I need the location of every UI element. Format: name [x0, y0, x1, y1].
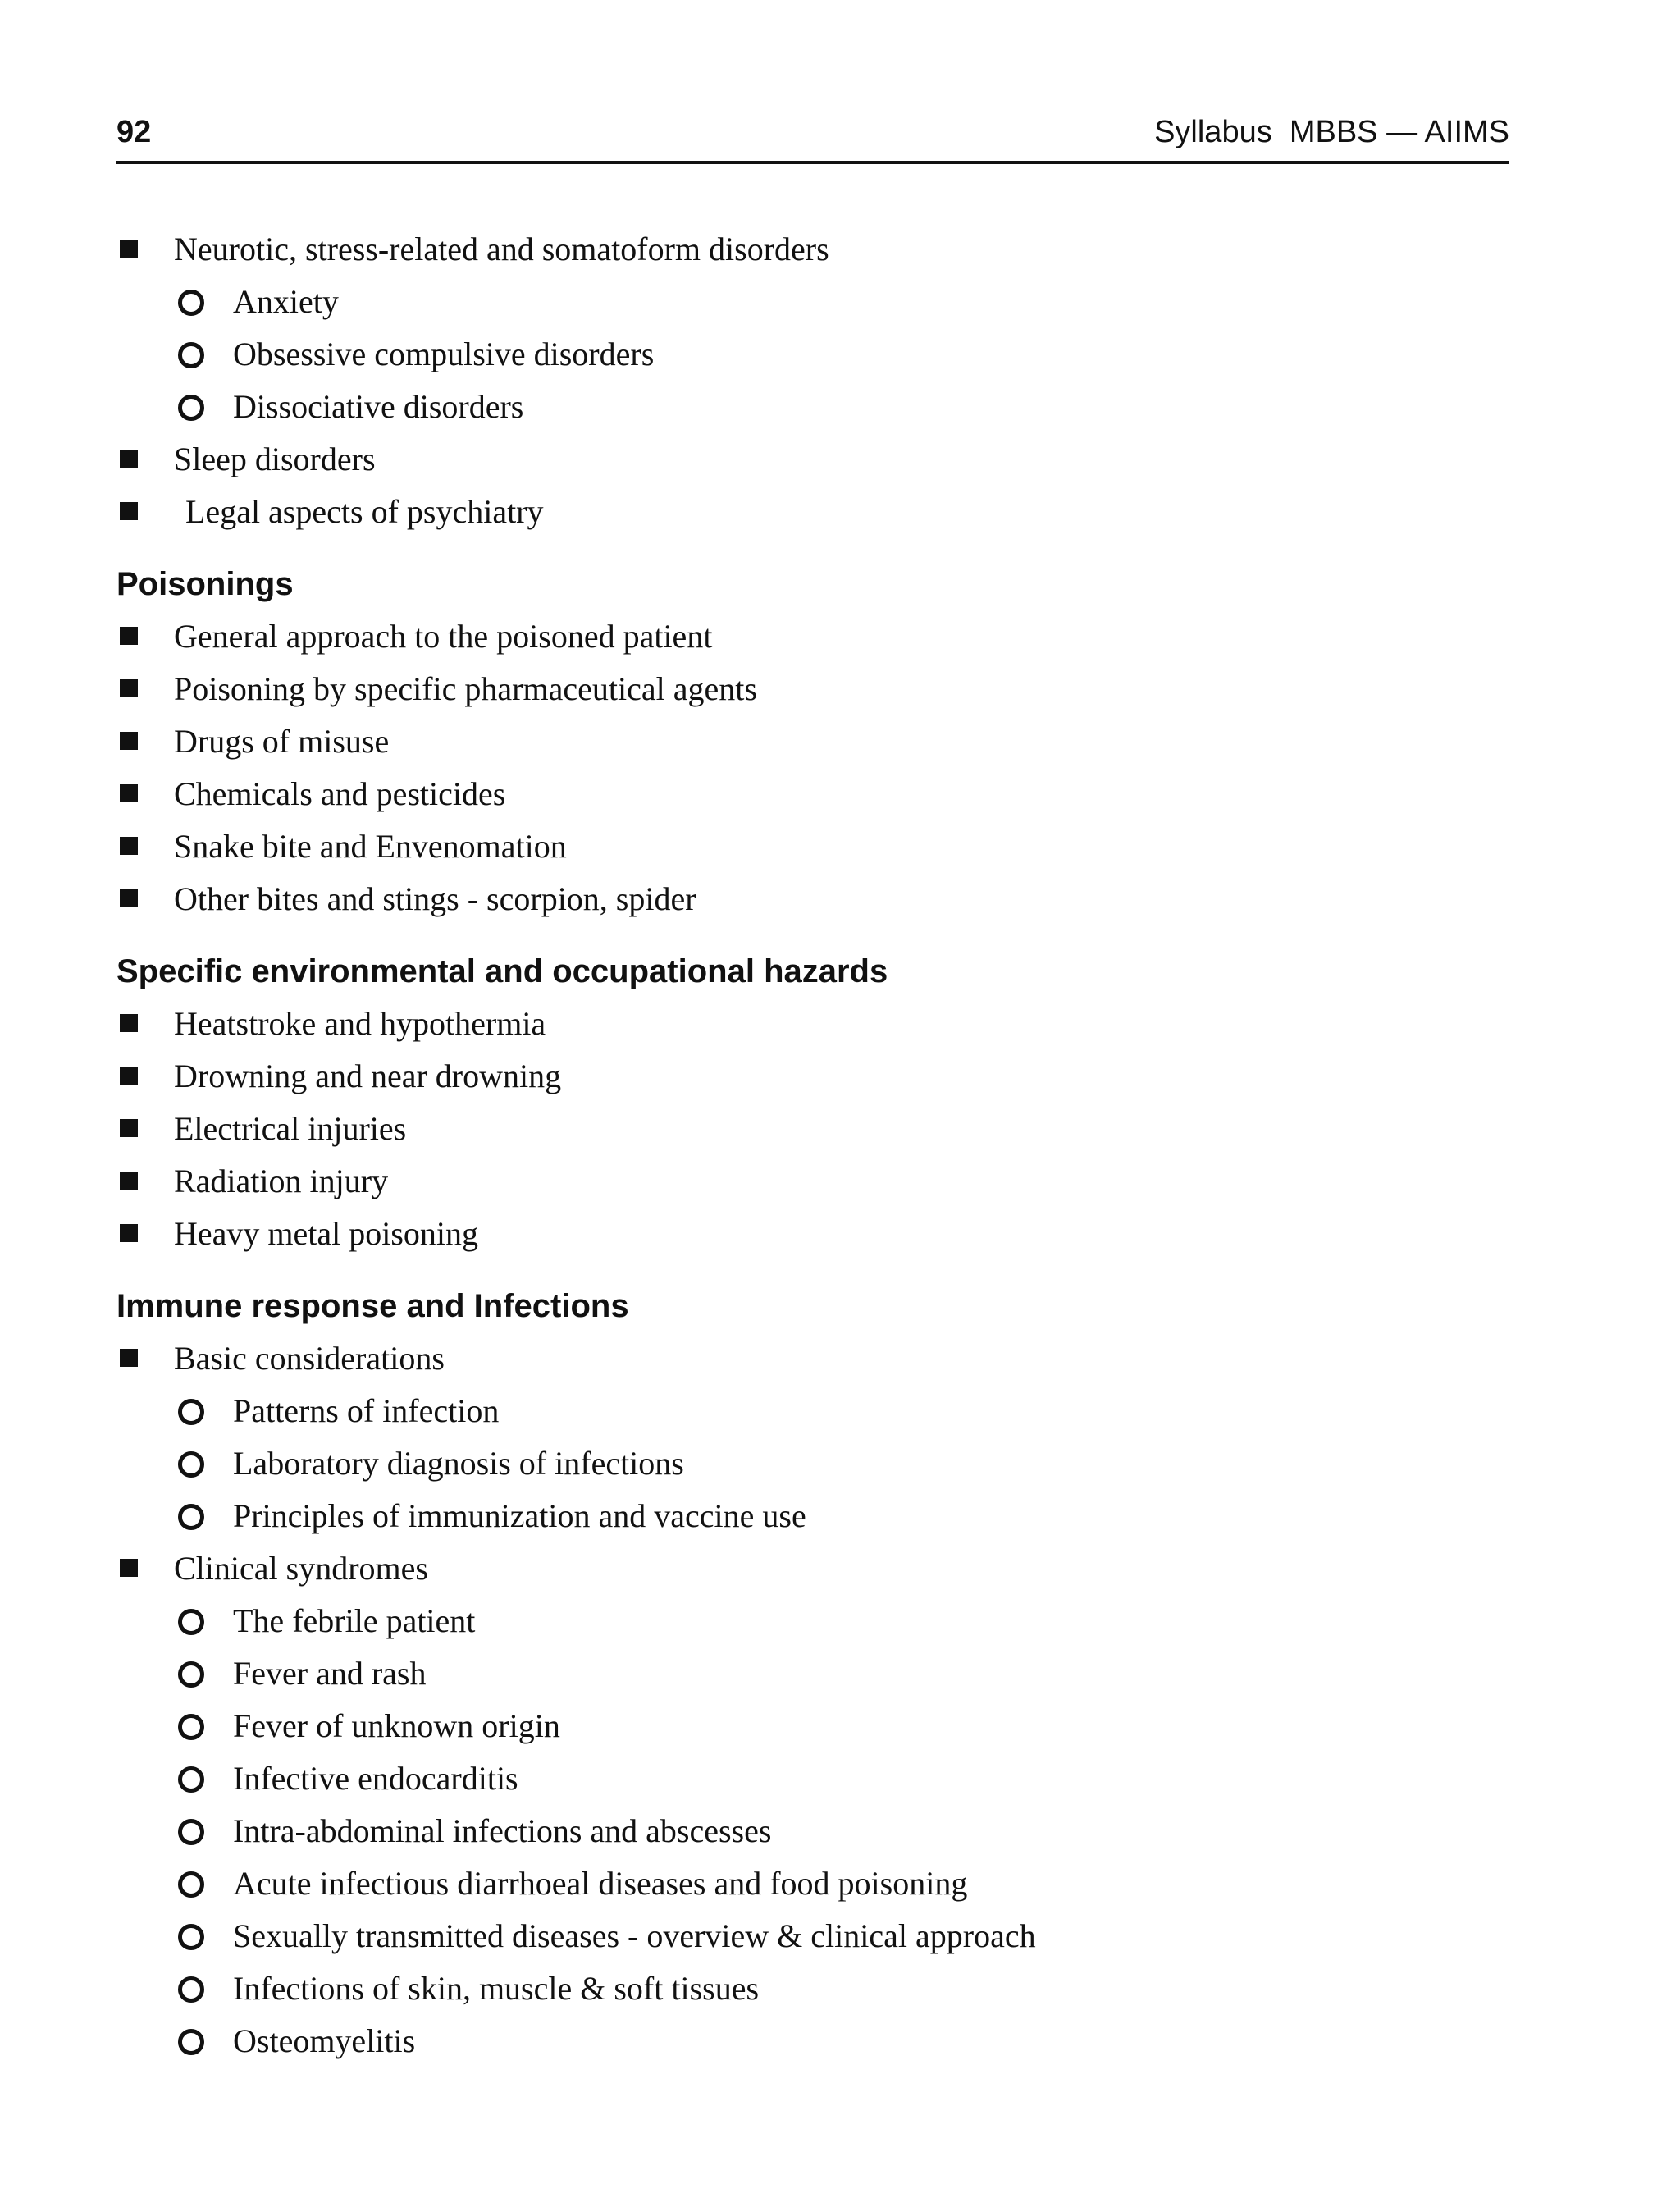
filled-square-bullet-icon — [120, 627, 138, 645]
list-item: Neurotic, stress-related and somatoform disorders — [116, 223, 1509, 276]
filled-square-bullet-icon — [120, 1119, 138, 1137]
filled-square-bullet-icon — [120, 240, 138, 258]
list-item: Electrical injuries — [116, 1103, 1509, 1155]
hollow-circle-bullet-icon — [178, 395, 204, 421]
list-item: Other bites and stings - scorpion, spider — [116, 873, 1509, 925]
list-item: Poisoning by specific pharmaceutical agents — [116, 663, 1509, 715]
list-item: Sleep disorders — [116, 433, 1509, 486]
list-item: General approach to the poisoned patient — [116, 610, 1509, 663]
list-item: Chemicals and pesticides — [116, 768, 1509, 820]
header-divider — [116, 161, 1509, 164]
hollow-circle-bullet-icon — [178, 290, 204, 316]
filled-square-bullet-icon — [120, 1224, 138, 1242]
sub-list-item: Fever and rash — [116, 1647, 1509, 1700]
syllabus-content — [116, 223, 1509, 2067]
section-heading-hazards: Specific environmental and occupational hazards — [116, 953, 888, 989]
list-item: Heatstroke and hypothermia — [116, 998, 1509, 1050]
list-item: Clinical syndromes — [116, 1542, 1509, 1595]
sub-list-item: The febrile patient — [116, 1595, 1509, 1647]
filled-square-bullet-icon — [120, 1559, 138, 1577]
filled-square-bullet-icon — [120, 679, 138, 697]
sub-list-item: Laboratory diagnosis of infections — [116, 1437, 1509, 1490]
hollow-circle-bullet-icon — [178, 342, 204, 368]
sub-list-item: Sexually transmitted diseases - overview & clinical approach — [116, 1910, 1509, 1962]
page-number: 92 — [116, 115, 152, 149]
hollow-circle-bullet-icon — [178, 1714, 204, 1740]
hollow-circle-bullet-icon — [178, 1871, 204, 1898]
sub-list-item: Acute infectious diarrhoeal diseases and food poisoning — [116, 1857, 1509, 1910]
page-header — [116, 108, 1509, 158]
hollow-circle-bullet-icon — [178, 1609, 204, 1635]
sub-list-item: Dissociative disorders — [116, 381, 1509, 433]
hollow-circle-bullet-icon — [178, 1661, 204, 1688]
filled-square-bullet-icon — [120, 784, 138, 802]
filled-square-bullet-icon — [120, 889, 138, 907]
list-item: Basic considerations — [116, 1332, 1509, 1385]
sub-list-item: Obsessive compulsive disorders — [116, 328, 1509, 381]
filled-square-bullet-icon — [120, 732, 138, 750]
hollow-circle-bullet-icon — [178, 1766, 204, 1793]
sub-list-item: Patterns of infection — [116, 1385, 1509, 1437]
filled-square-bullet-icon — [120, 502, 138, 520]
running-title: Syllabus MBBS — AIIMS — [1154, 115, 1509, 149]
hollow-circle-bullet-icon — [178, 1976, 204, 2003]
hollow-circle-bullet-icon — [178, 1924, 204, 1950]
filled-square-bullet-icon — [120, 1172, 138, 1190]
hollow-circle-bullet-icon — [178, 1399, 204, 1425]
list-item: Heavy metal poisoning — [116, 1208, 1509, 1260]
list-item: Drugs of misuse — [116, 715, 1509, 768]
filled-square-bullet-icon — [120, 1014, 138, 1032]
filled-square-bullet-icon — [120, 1067, 138, 1085]
filled-square-bullet-icon — [120, 450, 138, 468]
sub-list-item: Fever of unknown origin — [116, 1700, 1509, 1752]
section-heading-poisonings: Poisonings — [116, 566, 294, 602]
sub-list-item: Anxiety — [116, 276, 1509, 328]
hollow-circle-bullet-icon — [178, 1504, 204, 1530]
sub-list-item: Principles of immunization and vaccine use — [116, 1490, 1509, 1542]
list-item: Radiation injury — [116, 1155, 1509, 1208]
list-item: Snake bite and Envenomation — [116, 820, 1509, 873]
section-heading-immune-response: Immune response and Infections — [116, 1288, 629, 1324]
filled-square-bullet-icon — [120, 1349, 138, 1367]
hollow-circle-bullet-icon — [178, 2029, 204, 2055]
hollow-circle-bullet-icon — [178, 1819, 204, 1845]
sub-list-item: Intra-abdominal infections and abscesses — [116, 1805, 1509, 1857]
sub-list-item: Infections of skin, muscle & soft tissues — [116, 1962, 1509, 2015]
hollow-circle-bullet-icon — [178, 1451, 204, 1478]
list-item: Legal aspects of psychiatry — [116, 486, 1509, 538]
sub-list-item: Osteomyelitis — [116, 2015, 1509, 2067]
list-item: Drowning and near drowning — [116, 1050, 1509, 1103]
filled-square-bullet-icon — [120, 837, 138, 855]
sub-list-item: Infective endocarditis — [116, 1752, 1509, 1805]
